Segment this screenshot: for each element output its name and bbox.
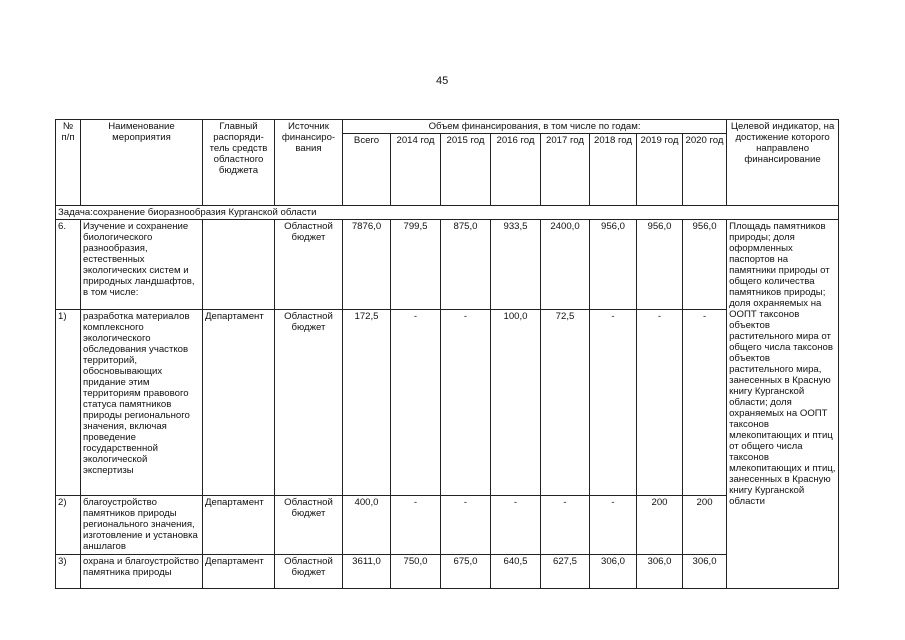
page-number: 45 [436, 75, 449, 87]
header-row-top [56, 120, 839, 134]
row-year-value: - [590, 496, 637, 555]
row-year-value: 675,0 [441, 555, 491, 589]
header-source: Источник финансиро-вания [275, 120, 343, 206]
row-year-value: 306,0 [683, 555, 727, 589]
row-source: Областной бюджет [275, 220, 343, 310]
section-row [56, 206, 839, 220]
row-manager: Департамент [203, 496, 275, 555]
row-year-value: - [590, 310, 637, 496]
header-year: 2017 год [541, 134, 590, 206]
row-year-value: - [541, 496, 590, 555]
header-funding: Объем финансирования, в том числе по годам: [343, 120, 727, 134]
row-year-value: 799,5 [391, 220, 441, 310]
row-year-value: 750,0 [391, 555, 441, 589]
row-year-value: - [683, 310, 727, 496]
row-name: охрана и благоустройство памятника природы [81, 555, 203, 589]
header-year: 2014 год [391, 134, 441, 206]
row-source: Областной бюджет [275, 555, 343, 589]
header-year: 2015 год [441, 134, 491, 206]
table-row [56, 310, 839, 496]
row-manager: Департамент [203, 555, 275, 589]
header-manager: Главный распоряди-тель средств областного бюджета [203, 120, 275, 206]
row-total: 400,0 [343, 496, 391, 555]
row-year-value: 956,0 [637, 220, 683, 310]
row-year-value: 956,0 [590, 220, 637, 310]
header-indicator: Целевой индикатор, на достижение которого направлено финансирование [727, 120, 839, 206]
row-year-value: 100,0 [491, 310, 541, 496]
row-year-value: - [441, 310, 491, 496]
row-year-value: - [391, 496, 441, 555]
row-number: 2) [56, 496, 81, 555]
row-total: 3611,0 [343, 555, 391, 589]
row-year-value: 956,0 [683, 220, 727, 310]
row-source: Областной бюджет [275, 496, 343, 555]
row-year-value: - [441, 496, 491, 555]
row-name: разработка материалов комплексного экологического обследования участков территорий, обосновывающих придание этим территориям правового статуса памятников природы регионального значения, включая проведение государственной экологической экспертизы [81, 310, 203, 496]
row-year-value: 72,5 [541, 310, 590, 496]
target-indicator: Площадь памятников природы; доля оформленных паспортов на памятники природы от общего количества памятников природы; доля охраняемых на ООПТ таксонов объектов растительного мира от общего числа таксонов объектов растительного мира, занесенных в Красную книгу Курганской области; доля охраняемых на ООПТ таксонов млекопитающих и птиц от общего числа таксонов млекопитающих и птиц, занесенных в Красную книгу Курганской области [727, 220, 839, 589]
header-year: 2020 год [683, 134, 727, 206]
row-name: Изучение и сохранение биологического разнообразия, естественных экологических систем и природных ландшафтов, в том числе: [81, 220, 203, 310]
row-year-value: 306,0 [590, 555, 637, 589]
header-year: 2018 год [590, 134, 637, 206]
header-year: 2016 год [491, 134, 541, 206]
funding-table [55, 119, 839, 589]
row-year-value: 2400,0 [541, 220, 590, 310]
row-year-value: - [391, 310, 441, 496]
row-year-value: 640,5 [491, 555, 541, 589]
row-year-value: 200 [683, 496, 727, 555]
row-manager: Департамент [203, 310, 275, 496]
section-title: Задача:сохранение биоразнообразия Курганской области [56, 206, 839, 220]
row-number: 3) [56, 555, 81, 589]
row-year-value: - [637, 310, 683, 496]
table-row [56, 496, 839, 555]
row-name: благоустройство памятников природы регионального значения, изготовление и установка аншлагов [81, 496, 203, 555]
row-source: Областной бюджет [275, 310, 343, 496]
header-total: Всего [343, 134, 391, 206]
table-row [56, 555, 839, 589]
row-total: 172,5 [343, 310, 391, 496]
row-year-value: 875,0 [441, 220, 491, 310]
header-number: № п/п [56, 120, 81, 206]
row-number: 6. [56, 220, 81, 310]
header-year: 2019 год [637, 134, 683, 206]
row-year-value: - [491, 496, 541, 555]
table-row [56, 220, 839, 310]
row-manager [203, 220, 275, 310]
row-total: 7876,0 [343, 220, 391, 310]
row-year-value: 306,0 [637, 555, 683, 589]
header-name: Наименование мероприятия [81, 120, 203, 206]
row-number: 1) [56, 310, 81, 496]
row-year-value: 200 [637, 496, 683, 555]
row-year-value: 627,5 [541, 555, 590, 589]
row-year-value: 933,5 [491, 220, 541, 310]
